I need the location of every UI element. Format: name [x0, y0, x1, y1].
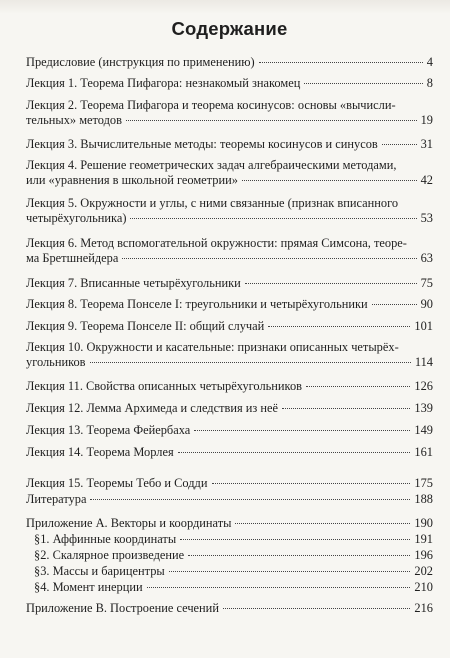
toc-entry-line [26, 423, 433, 438]
toc-entry-line [26, 113, 433, 128]
toc-page-number: 139 [414, 401, 433, 415]
leader-dots [268, 325, 410, 327]
toc-entry [26, 601, 433, 616]
toc-entry [26, 55, 433, 70]
toc-entry-line [26, 601, 433, 616]
toc-entry-title: §1. Аффинные координаты [34, 532, 177, 546]
toc-entry-title: §2. Скалярное произведение [34, 548, 185, 562]
toc-page-number: 191 [414, 532, 433, 546]
leader-dots [235, 522, 410, 524]
toc-entry [26, 196, 433, 226]
toc-entry-title: или «уравнения в школьной геометрии» [26, 173, 238, 187]
toc-entry [26, 276, 433, 291]
toc-entry [26, 401, 433, 416]
toc-entry-title: Лекция 2. Теорема Пифагора и теорема косинусов: основы «вычисли- [26, 98, 396, 112]
leader-dots [382, 143, 417, 145]
toc-entry-title: Лекция 9. Теорема Понселе II: общий случай [26, 319, 265, 333]
toc-entry-title: Лекция 8. Теорема Понселе I: треугольники и четырёхугольники [26, 297, 368, 311]
page-title: Содержание [171, 18, 288, 39]
toc-entry [26, 379, 433, 394]
toc-entry-title: Лекция 6. Метод вспомогательной окружности: прямая Симсона, теоре- [26, 236, 407, 250]
leader-dots [245, 282, 417, 284]
toc-page-number: 114 [414, 355, 433, 369]
toc-page-number: 210 [414, 580, 433, 594]
leader-dots [130, 217, 416, 219]
toc-page-number: 188 [414, 492, 433, 506]
toc-entry-line [26, 76, 433, 91]
toc-page-number: 101 [414, 319, 433, 333]
toc-entry-title: Лекция 10. Окружности и касательные: признаки описанных четырёх- [26, 340, 399, 354]
toc-entry [26, 137, 433, 152]
leader-dots [223, 607, 410, 609]
toc-entry [26, 564, 433, 579]
leader-dots [126, 119, 417, 121]
toc-entry-title: Лекция 15. Теоремы Тебо и Содди [26, 476, 208, 490]
toc-page-number: 196 [414, 548, 433, 562]
toc-entry-line [26, 340, 433, 355]
toc-entry-line [26, 297, 433, 312]
toc-entry [26, 76, 433, 91]
toc-entry-line [26, 355, 433, 370]
toc-page-number: 53 [420, 211, 433, 225]
leader-dots [180, 538, 410, 540]
toc-entry-title: Лекция 3. Вычислительные методы: теоремы косинусов и синусов [26, 137, 378, 151]
leader-dots [242, 179, 417, 181]
toc-entry [26, 340, 433, 370]
toc-entry-title: Лекция 13. Теорема Фейербаха [26, 423, 191, 437]
toc-page-number: 202 [414, 564, 433, 578]
toc-entry-line [34, 580, 433, 595]
toc-entry [26, 98, 433, 128]
toc-entry [26, 319, 433, 334]
toc-entry-title: Приложение В. Построение сечений [26, 601, 219, 615]
toc-entry-line [26, 401, 433, 416]
leader-dots [194, 429, 410, 431]
toc-entry-title: тельных» методов [26, 113, 122, 127]
toc-entry-line [26, 476, 433, 491]
toc-entry-line [26, 158, 433, 173]
toc-entry-title: ма Бретшнейдера [26, 251, 119, 265]
toc-entry-line [34, 564, 433, 579]
toc-entry-line [34, 548, 433, 563]
toc-page-number: 63 [420, 251, 433, 265]
leader-dots [306, 385, 410, 387]
toc-page-number: 31 [420, 137, 433, 151]
toc-entry-title: Предисловие (инструкция по применению) [26, 55, 255, 69]
toc-entry-title: Приложение А. Векторы и координаты [26, 516, 232, 530]
toc-entry [26, 548, 433, 563]
toc-entry-title: Лекция 11. Свойства описанных четырёхугольников [26, 379, 302, 393]
toc-entry-title: угольников [26, 355, 86, 369]
toc-entry-line [34, 532, 433, 547]
toc-page-number: 8 [426, 76, 433, 90]
leader-dots [90, 498, 410, 500]
toc-entry-line [26, 516, 433, 531]
leader-dots [169, 570, 411, 572]
toc-page [26, 0, 433, 658]
toc-entry-title: Литература [26, 492, 87, 506]
toc-entry-line [26, 196, 433, 211]
leader-dots [90, 361, 411, 363]
leader-dots [372, 303, 417, 305]
toc-entry-title: §4. Момент инерции [34, 580, 143, 594]
toc-entry [26, 445, 433, 460]
leader-dots [188, 554, 410, 556]
toc-page-number: 149 [414, 423, 433, 437]
leader-dots [212, 482, 411, 484]
toc-entry-line [26, 445, 433, 460]
toc-page-number: 4 [426, 55, 433, 69]
toc-entry-line [26, 173, 433, 188]
toc-page-number: 42 [420, 173, 433, 187]
toc-page-number: 90 [420, 297, 433, 311]
toc-entry-line [26, 379, 433, 394]
toc-page-number: 161 [414, 445, 433, 459]
toc-entry [26, 423, 433, 438]
toc-entry [26, 297, 433, 312]
toc-entry [26, 516, 433, 531]
toc-entry-line [26, 236, 433, 251]
toc-entry-line [26, 98, 433, 113]
toc-page-number: 190 [414, 516, 433, 530]
toc-entry-line [26, 492, 433, 507]
toc-page-number: 175 [414, 476, 433, 490]
leader-dots [178, 451, 411, 453]
toc-entry-title: Лекция 12. Лемма Архимеда и следствия из неё [26, 401, 279, 415]
toc-entry-line [26, 211, 433, 226]
toc-entry [26, 580, 433, 595]
toc-entry-line [26, 276, 433, 291]
toc-entry-line [26, 55, 433, 70]
leader-dots [282, 407, 410, 409]
leader-dots [259, 61, 423, 63]
leader-dots [147, 586, 411, 588]
toc-page-number: 75 [420, 276, 433, 290]
toc-page-number: 216 [414, 601, 433, 615]
toc-entry-title: Лекция 14. Теорема Морлея [26, 445, 174, 459]
toc-entry [26, 476, 433, 491]
toc-entry-title: §3. Массы и барицентры [34, 564, 165, 578]
toc-entry [26, 158, 433, 188]
toc-entry-title: Лекция 4. Решение геометрических задач алгебраическими методами, [26, 158, 397, 172]
toc-entry-title: Лекция 5. Окружности и углы, с ними связанные (признак вписанного [26, 196, 399, 210]
toc-entry-title: Лекция 7. Вписанные четырёхугольники [26, 276, 241, 290]
leader-dots [122, 257, 416, 259]
toc-entry-title: Лекция 1. Теорема Пифагора: незнакомый знакомец [26, 76, 301, 90]
leader-dots [304, 82, 422, 84]
toc-page-number: 19 [420, 113, 433, 127]
toc-entry-line [26, 251, 433, 266]
toc-entry-line [26, 319, 433, 334]
toc-entry [26, 236, 433, 266]
toc-entry-title: четырёхугольника) [26, 211, 127, 225]
toc-entry [26, 532, 433, 547]
toc-entry-line [26, 137, 433, 152]
toc-page-number: 126 [414, 379, 433, 393]
toc-entry [26, 492, 433, 507]
